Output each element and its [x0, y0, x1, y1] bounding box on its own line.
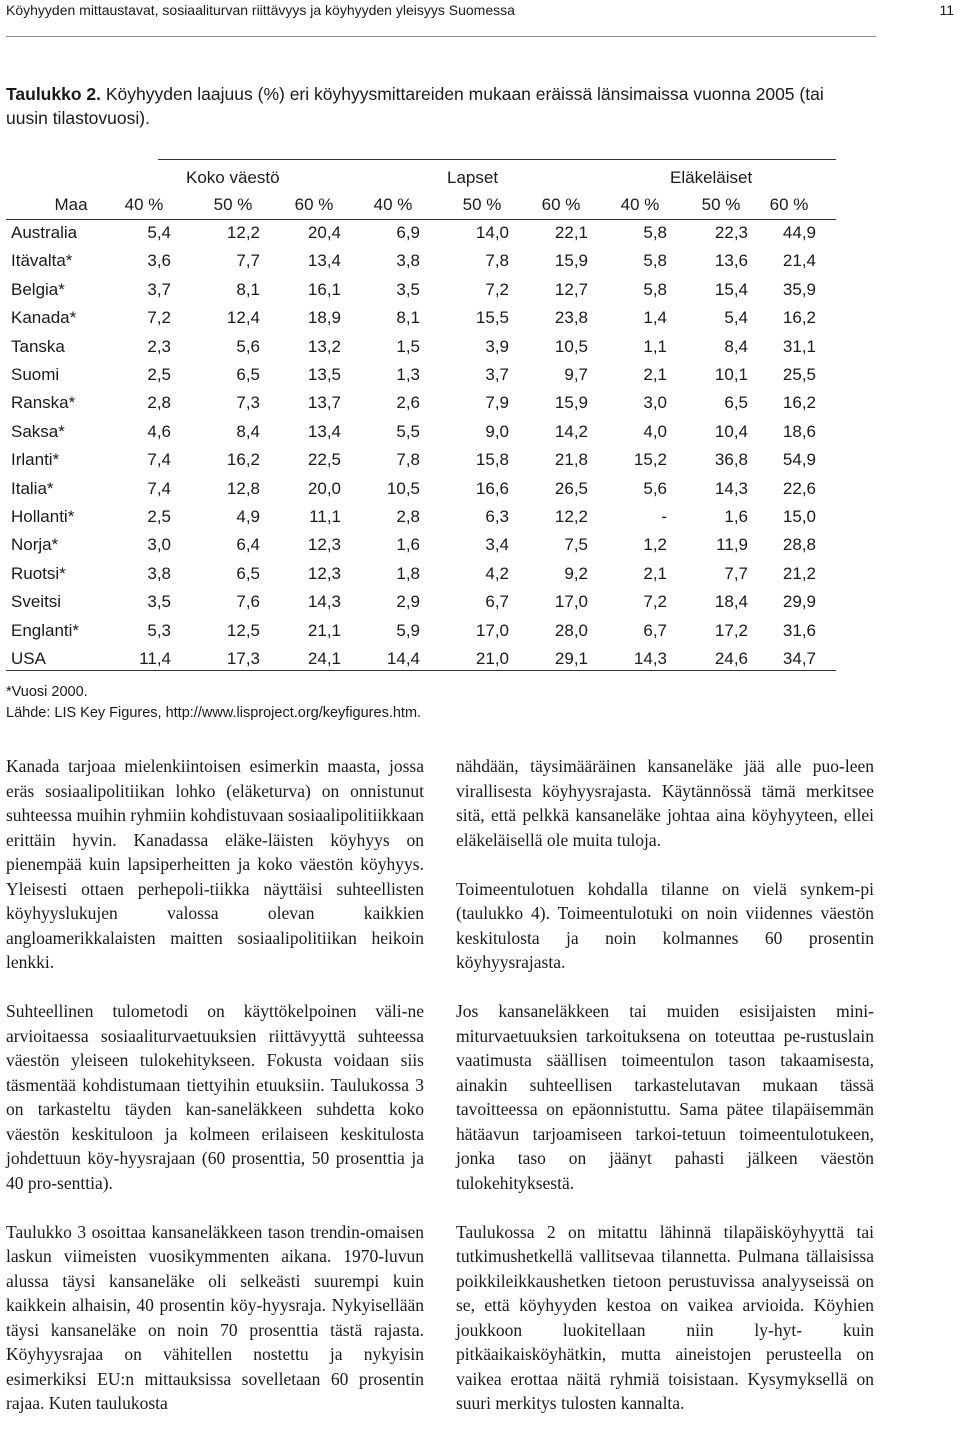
value-cell: 4,9	[236, 507, 260, 526]
value-cell: 13,2	[307, 336, 341, 356]
value-cell: 3,7	[147, 279, 171, 299]
country-cell: Kanada*	[11, 308, 77, 328]
table-header-row	[6, 191, 836, 219]
column-header: 60 %	[541, 195, 581, 214]
paragraph: Taulukko 3 osoittaa kansaneläkkeen tason trendin-omaisen laskun viimeisten vuosikymmenten aikana. 1970-luvun alussa täysi kansaneläke oli selkeästi suurempi kuin kaikkein alhaisin, 40 prosentin köy-hyysraja. Nykyisellään täysi kansaneläke on noin 70 prosenttia tästä rajasta. Köyhyysrajaa on vähitellen nostettu ja nykyisin esimerkiksi EU:n mittauksissa sovelletaan 60 prosentin rajaa. Kuten taulukosta	[6, 1221, 424, 1413]
table-row	[6, 389, 836, 417]
value-cell: 8,4	[724, 336, 748, 356]
country-cell: Italia*	[11, 478, 54, 498]
country-cell: Irlanti*	[11, 450, 60, 470]
paragraph: nähdään, täysimääräinen kansaneläke jää alle puo-leen virallisesta köyhyysrajasta. Käytännössä tämä merkitsee sitä, että pelkkä kansaneläke johtaa aina köyhyyteen, ellei eläkeläisellä ole muita tuloja.	[456, 756, 874, 850]
value-cell: 1,6	[724, 507, 748, 526]
body-column-right	[456, 754, 874, 1440]
value-cell: 5,8	[643, 251, 667, 271]
value-cell: 7,2	[147, 308, 171, 328]
value-cell: 6,7	[485, 592, 509, 612]
table-source: Lähde: LIS Key Figures, http://www.lisproject.org/keyfigures.htm.	[6, 705, 422, 721]
value-cell: 22,1	[554, 223, 588, 242]
value-cell: 16,2	[782, 393, 816, 413]
table-row	[6, 588, 836, 616]
column-header-country: Maa	[54, 195, 88, 214]
value-cell: 7,3	[236, 393, 260, 413]
value-cell: 13,5	[307, 365, 341, 384]
value-cell: 15,0	[782, 507, 816, 526]
table-notes	[6, 682, 421, 724]
group-header-lapset: Lapset	[447, 168, 499, 187]
value-cell: 7,5	[564, 535, 588, 555]
column-header: 60 %	[769, 195, 809, 214]
value-cell: 15,9	[554, 251, 588, 271]
value-cell: 7,2	[643, 592, 667, 612]
value-cell: 5,4	[147, 223, 171, 242]
column-header: 40 %	[373, 195, 413, 214]
value-cell: 11,4	[139, 649, 171, 668]
value-cell: 12,4	[226, 308, 260, 328]
value-cell: 3,0	[643, 393, 667, 413]
value-cell: 5,8	[643, 279, 667, 299]
value-cell: 31,1	[782, 336, 816, 356]
value-cell: 8,4	[236, 421, 260, 441]
country-cell: Suomi	[11, 365, 60, 384]
value-cell: 21,2	[782, 563, 816, 583]
table-row	[6, 617, 836, 645]
value-cell: 18,9	[307, 308, 341, 328]
value-cell: 6,5	[724, 393, 748, 413]
value-cell: 7,2	[485, 279, 509, 299]
value-cell: 9,7	[564, 365, 588, 384]
value-cell: 5,5	[396, 421, 420, 441]
value-cell: 3,8	[147, 563, 171, 583]
value-cell: 12,7	[554, 279, 588, 299]
value-cell: 18,4	[714, 592, 748, 612]
table-row	[6, 247, 836, 275]
value-cell: 1,2	[643, 535, 667, 555]
table-row	[6, 446, 836, 474]
value-cell: 2,1	[643, 563, 667, 583]
value-cell: 16,2	[226, 450, 260, 470]
value-cell: 12,3	[307, 535, 341, 555]
value-cell: 28,8	[782, 535, 816, 555]
value-cell: 24,1	[307, 649, 341, 668]
table-bottom-rule	[6, 670, 836, 671]
group-header-elakelaiset: Eläkeläiset	[670, 168, 753, 187]
table-row	[6, 304, 836, 332]
value-cell: 6,7	[643, 620, 667, 640]
column-header: 60 %	[294, 195, 334, 214]
value-cell: 3,0	[147, 535, 171, 555]
value-cell: 23,8	[554, 308, 588, 328]
running-title: Köyhyyden mittaustavat, sosiaaliturvan riittävyys ja köyhyyden yleisyys Suomessa	[6, 2, 515, 18]
value-cell: 15,9	[554, 393, 588, 413]
value-cell: 17,0	[475, 620, 509, 640]
value-cell: 10,4	[714, 421, 748, 441]
value-cell: 21,0	[475, 649, 509, 668]
value-cell: 2,9	[396, 592, 420, 612]
value-cell: 18,6	[782, 421, 816, 441]
value-cell: 14,3	[714, 478, 748, 498]
value-cell: 15,4	[714, 279, 748, 299]
value-cell: 5,6	[236, 336, 260, 356]
value-cell: 12,2	[554, 507, 588, 526]
group-header-koko-vaesto: Koko väestö	[186, 168, 280, 187]
value-cell: 7,4	[147, 450, 171, 470]
table-caption-label: Taulukko 2.	[6, 84, 101, 104]
value-cell: 11,9	[716, 535, 748, 555]
value-cell: 44,9	[782, 223, 816, 242]
value-cell: 10,5	[554, 336, 588, 356]
value-cell: 7,4	[147, 478, 171, 498]
value-cell: 5,3	[147, 620, 171, 640]
value-cell: 36,8	[714, 450, 748, 470]
country-cell: USA	[11, 649, 46, 668]
value-cell: 31,6	[782, 620, 816, 640]
value-cell: 4,2	[485, 563, 509, 583]
column-header: 50 %	[213, 195, 253, 214]
value-cell: 2,6	[396, 393, 420, 413]
value-cell: 3,9	[485, 336, 509, 356]
column-header: 50 %	[701, 195, 741, 214]
value-cell: 3,4	[485, 535, 509, 555]
table-row	[6, 645, 836, 673]
value-cell: 4,6	[147, 421, 171, 441]
column-header: 40 %	[620, 195, 660, 214]
value-cell: 2,5	[147, 365, 171, 384]
value-cell: 17,0	[554, 592, 588, 612]
header-rule	[6, 36, 876, 37]
page-number: 11	[939, 2, 954, 18]
country-cell: Australia	[11, 223, 78, 242]
table-row	[6, 475, 836, 503]
value-cell: 9,0	[485, 421, 509, 441]
country-cell: Sveitsi	[11, 592, 62, 612]
running-header	[6, 0, 958, 22]
country-cell: Englanti*	[11, 620, 80, 640]
value-cell: 7,7	[724, 563, 748, 583]
value-cell: 28,0	[554, 620, 588, 640]
value-cell: 13,4	[307, 421, 341, 441]
value-cell: 2,8	[147, 393, 171, 413]
value-cell: 35,9	[782, 279, 816, 299]
table-row	[6, 503, 836, 531]
value-cell: 10,5	[386, 478, 420, 498]
country-cell: Hollanti*	[11, 507, 75, 526]
value-cell: 22,6	[782, 478, 816, 498]
value-cell: 8,1	[396, 308, 420, 328]
value-cell: 34,7	[782, 649, 816, 668]
value-cell: 15,8	[475, 450, 509, 470]
table-row	[6, 219, 836, 247]
body-column-left	[6, 754, 424, 1440]
value-cell: 9,2	[564, 563, 588, 583]
table-top-rule	[158, 159, 836, 160]
value-cell: 13,6	[714, 251, 748, 271]
value-cell: 5,6	[643, 478, 667, 498]
value-cell: 5,8	[643, 223, 667, 242]
table-row	[6, 418, 836, 446]
value-cell: 6,5	[236, 563, 260, 583]
value-cell: 3,7	[485, 365, 509, 384]
value-cell: 7,9	[485, 393, 509, 413]
value-cell: 14,3	[633, 649, 667, 668]
column-header: 40 %	[124, 195, 164, 214]
value-cell: -	[661, 507, 667, 526]
country-cell: Saksa*	[11, 421, 65, 441]
table-footnote: *Vuosi 2000.	[6, 684, 88, 700]
value-cell: 17,2	[714, 620, 748, 640]
value-cell: 1,4	[643, 308, 667, 328]
country-cell: Itävalta*	[11, 251, 73, 271]
country-cell: Ranska*	[11, 393, 76, 413]
table-row	[6, 560, 836, 588]
value-cell: 1,3	[396, 365, 420, 384]
value-cell: 24,6	[714, 649, 748, 668]
value-cell: 3,6	[147, 251, 171, 271]
value-cell: 2,8	[396, 507, 420, 526]
value-cell: 1,8	[396, 563, 420, 583]
table-row	[6, 333, 836, 361]
value-cell: 7,8	[485, 251, 509, 271]
value-cell: 16,6	[475, 478, 509, 498]
value-cell: 2,1	[643, 365, 667, 384]
country-cell: Tanska	[11, 336, 65, 356]
value-cell: 25,5	[782, 365, 816, 384]
value-cell: 54,9	[782, 450, 816, 470]
value-cell: 15,5	[475, 308, 509, 328]
value-cell: 29,1	[554, 649, 588, 668]
value-cell: 12,3	[307, 563, 341, 583]
value-cell: 6,3	[485, 507, 509, 526]
value-cell: 1,5	[396, 336, 420, 356]
table-caption	[6, 82, 866, 130]
value-cell: 7,7	[236, 251, 260, 271]
value-cell: 3,5	[396, 279, 420, 299]
value-cell: 6,5	[236, 365, 260, 384]
table-row	[6, 531, 836, 559]
paragraph: Kanada tarjoaa mielenkiintoisen esimerkin maasta, jossa eräs sosiaalipolitiikan lohko (eläketurva) on onnistunut suhteessa muihin ryhmiin kohdistuvaan sosiaalipolitiikkaan erittäin hyvin. Kanadassa eläke-läisten köyhyys on pienempää kuin lapsiperheitten ja koko väestön köyhyys. Yleisesti ottaen perhepoli-tiikka näyttäisi suhteellisten köyhyyslukujen valossa olevan kaikkien angloamerikkalaisten maitten sosiaalipolitiikan heikoin lenkki.	[6, 756, 425, 972]
paragraph: Toimeentulotuen kohdalla tilanne on vielä synkem-pi (taulukko 4). Toimeentulotuki on noin viidennes väestön keskitulosta ja noin kolmannes 60 prosentin köyhyysrajasta.	[456, 878, 874, 972]
table-row	[6, 361, 836, 389]
value-cell: 6,4	[236, 535, 260, 555]
table-caption-text: Köyhyyden laajuus (%) eri köyhyysmittareiden mukaan eräissä länsimaissa vuonna 2005 (tai uusin tilastovuosi).	[6, 84, 824, 128]
value-cell: 22,5	[307, 450, 341, 470]
value-cell: 2,3	[147, 336, 171, 356]
value-cell: 14,4	[386, 649, 420, 668]
value-cell: 22,3	[714, 223, 748, 242]
value-cell: 7,6	[236, 592, 260, 612]
value-cell: 21,8	[554, 450, 588, 470]
value-cell: 5,9	[396, 620, 420, 640]
country-cell: Belgia*	[11, 279, 65, 299]
value-cell: 12,8	[226, 478, 260, 498]
value-cell: 20,4	[307, 223, 341, 242]
country-cell: Ruotsi*	[11, 563, 66, 583]
value-cell: 4,0	[643, 421, 667, 441]
value-cell: 11,1	[309, 507, 341, 526]
value-cell: 7,8	[396, 450, 420, 470]
column-header: 50 %	[462, 195, 502, 214]
value-cell: 17,3	[226, 649, 260, 668]
value-cell: 12,2	[226, 223, 260, 242]
value-cell: 12,5	[226, 620, 260, 640]
value-cell: 21,4	[782, 251, 816, 271]
value-cell: 13,4	[307, 251, 341, 271]
paragraph: Jos kansaneläkkeen tai muiden esisijaisten mini-miturvaetuuksien tarkoituksena on toteuttaa pe-rustuslain vaatimusta säällisen toimeentulon tason takaamisesta, ainakin suhteellisen tarkastelutavan mukaan tässä tavoitteessa on epäonnistuttu. Sama pätee tilapäisemmän hätäavun tarjoamiseen tarkoi-tetuun toimeentulotukeen, jonka taso on jäänyt pahasti jälkeen väestön tulokehityksestä.	[456, 1001, 874, 1193]
value-cell: 15,2	[633, 450, 667, 470]
value-cell: 20,0	[307, 478, 341, 498]
value-cell: 8,1	[236, 279, 260, 299]
value-cell: 13,7	[307, 393, 341, 413]
value-cell: 14,0	[475, 223, 509, 242]
value-cell: 1,6	[396, 535, 420, 555]
value-cell: 3,8	[396, 251, 420, 271]
value-cell: 16,2	[782, 308, 816, 328]
value-cell: 6,9	[396, 223, 420, 242]
table-row	[6, 276, 836, 304]
paragraph: Taulukossa 2 on mitattu lähinnä tilapäisköyhyyttä tai tutkimushetkellä vallitsevaa tilannetta. Pulmana tällaisissa poikkileikkaushetken tietoon perustuvissa analyyseissä on se, että köyhyyden kestoa on vaikea arvioida. Köyhien joukkoon luokitellaan niin ly-hyt- kuin pitkäaikaisköyhätkin, mutta aineistojen perusteella on vaikea erottaa näitä ryhmiä toisistaan. Kysymyksellä on suuri merkitys tulosten kannalta.	[456, 1221, 874, 1413]
value-cell: 3,5	[147, 592, 171, 612]
value-cell: 1,1	[643, 336, 667, 356]
value-cell: 16,1	[307, 279, 341, 299]
value-cell: 2,5	[147, 507, 171, 526]
paragraph: Suhteellinen tulometodi on käyttökelpoinen väli-ne arvioitaessa sosiaaliturvaetuuksien riittävyyttä suhteessa väestön yleiseen tulokehitykseen. Fokusta voidaan siis täsmentää kohdistumaan tiettyihin etuuksiin. Taulukossa 3 on tarkasteltu täyden kan-saneläkkeen suhdetta koko väestön keskituloon ja kolmeen erilaiseen keskitulosta johdettuun köy-hyysrajaan (60 prosenttia, 50 prosenttia ja 40 pro-senttia).	[6, 1001, 424, 1193]
value-cell: 10,1	[714, 365, 748, 384]
value-cell: 26,5	[554, 478, 588, 498]
value-cell: 14,2	[554, 421, 588, 441]
value-cell: 5,4	[724, 308, 748, 328]
value-cell: 29,9	[782, 592, 816, 612]
poverty-table	[6, 159, 836, 671]
value-cell: 21,1	[307, 620, 341, 640]
country-cell: Norja*	[11, 535, 59, 555]
value-cell: 14,3	[307, 592, 341, 612]
